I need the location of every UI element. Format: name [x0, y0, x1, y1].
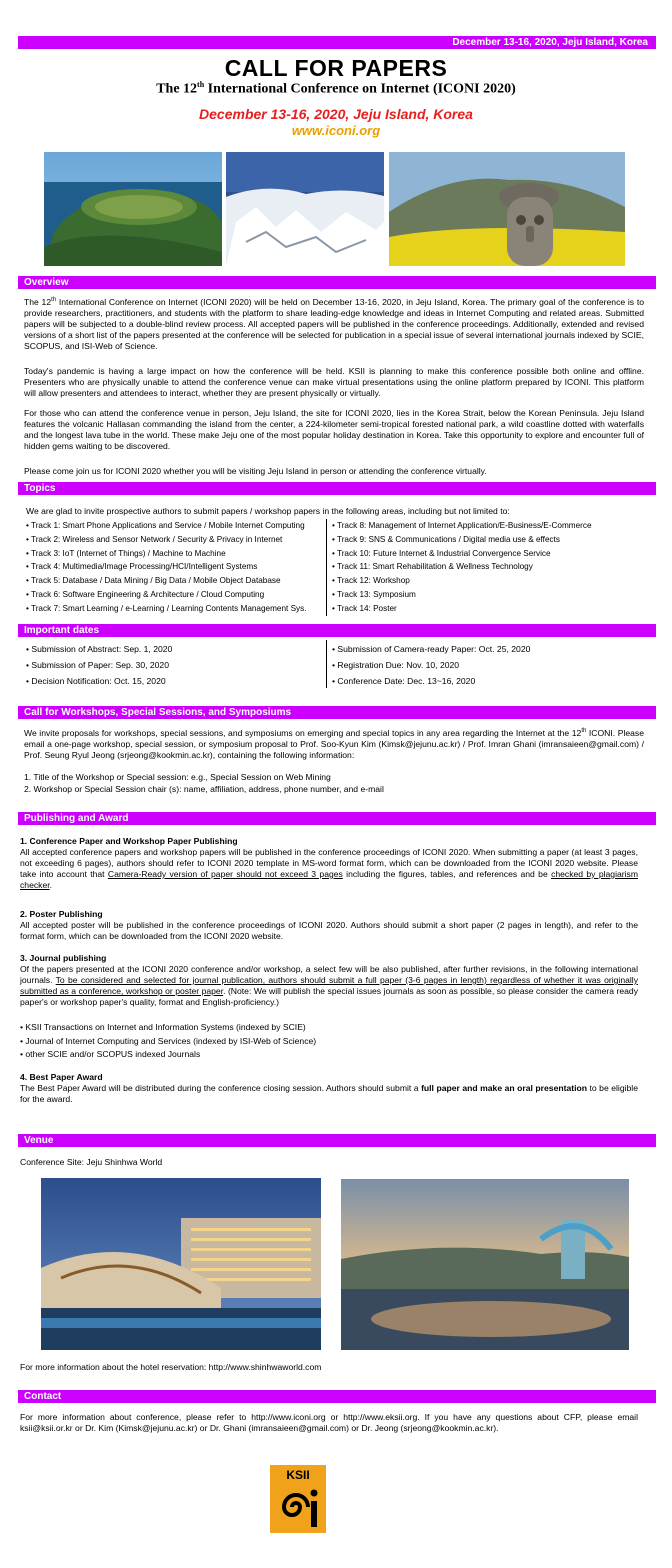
page-title: CALL FOR PAPERS — [224, 55, 448, 81]
overview-paragraph-2: Today's pandemic is having a large impact on how the conference will be held. KSII is planning to make this conference possible both online and offline. Presenters who are physically unable to attend the conference venue can make virtual presentations using the online platform prepared by ICONI. This platform will allow presenters and attendees to interact, whether they are present physically or virtually. — [24, 366, 644, 398]
publishing-heading-3: 3. Journal publishing — [20, 953, 107, 963]
journal-list — [20, 1021, 640, 1062]
track-item: • Track 14: Poster — [332, 602, 642, 616]
dates-right-column — [332, 641, 642, 689]
section-venue: Venue — [18, 1134, 656, 1147]
track-item: • Track 12: Workshop — [332, 574, 642, 588]
track-item: • Track 7: Smart Learning / e-Learning / Learning Contents Management Sys. — [26, 602, 326, 616]
track-item: • Track 13: Symposium — [332, 588, 642, 602]
workshops-p1-sup: th — [581, 728, 587, 735]
track-item: • Track 3: IoT (Internet of Things) / Machine to Machine — [26, 547, 326, 561]
date-banner: December 13-16, 2020, Jeju Island, Korea — [18, 36, 656, 49]
overview-paragraph-4: Please come join us for ICONI 2020 whether you will be visiting Jeju Island in person or attending the conference virtually. — [24, 466, 487, 476]
track-item: • Track 9: SNS & Communications / Digital media use & effects — [332, 533, 642, 547]
publishing-p1-c: . — [49, 880, 53, 890]
workshops-item-2: 2. Workshop or Special Session chair (s): name, affiliation, address, phone number, and e-mail — [24, 784, 384, 794]
topics-intro: We are glad to invite prospective authors to submit papers / workshop papers in the following areas, including but not limited to: — [26, 506, 510, 516]
harubang-photo — [389, 152, 625, 266]
section-workshops: Call for Workshops, Special Sessions, and Symposiums — [18, 706, 656, 719]
track-item: • Track 11: Smart Rehabilitation & Wellness Technology — [332, 560, 642, 574]
track-item: • Track 6: Software Engineering & Architecture / Cloud Computing — [26, 588, 326, 602]
publishing-p4-a: The Best Paper Award will be distributed during the conference closing session. Authors should submit a — [20, 1083, 422, 1093]
overview-p1-sup: th — [51, 297, 57, 304]
section-topics: Topics — [18, 482, 656, 495]
overview-paragraph-3: For those who can attend the conference venue in person, Jeju Island, the site for ICONI 2020, lies in the Korea Strait, below the Korean Peninsula. Jeju Island features the volcanic Hallasan commanding the island from the center, a 224-kilometer semi-tropical forested national park, a wild coastline dotted with waterfalls and the longest lava tube in the world. These make Jeju one of the most popular holiday destination in Korea. Take this opportunity to explore and encounter full of hidden gems waiting to be discovered. — [24, 408, 644, 451]
date-item: • Submission of Abstract: Sep. 1, 2020 — [26, 641, 326, 657]
publishing-p3-u: To be considered and selected for journal publication, authors should submit a full paper (3-6 pages in length) regardless of whether it was originally submitted as a conference, workshop or poster paper — [20, 975, 638, 996]
publishing-p4-c: to be eligible for the award. — [20, 1083, 638, 1104]
hotel-photo — [41, 1178, 321, 1350]
publishing-p1-a: All accepted conference papers and workshop papers will be published in the conference proceedings of ICONI 2020. When submitting a paper (at least 3 pages, not exceeding 6 pages), authors should refer to ICONI 2020 template in MS-word format form, which can be downloaded from the ICONI 2020 website. Please take into account that — [20, 847, 638, 879]
date-item: • Conference Date: Dec. 13~16, 2020 — [332, 673, 642, 689]
contact-text: For more information about conference, please refer to http://www.iconi.org or http://www.eksii.org. If you have any questions about CFP, please email ksii@ksii.or.kr or Dr. Kim (Kimsk@jejunu.ac.kr) or Dr. Ghani (imransaieen@gmail.com) or Dr. Jeong (srjeong@kookmin.ac.kr). — [20, 1412, 638, 1433]
track-item: • Track 4: Multimedia/Image Processing/HCI/Intelligent Systems — [26, 560, 326, 574]
topics-divider — [326, 519, 327, 616]
dates-left-column — [26, 641, 326, 689]
publishing-p3-a: Of the papers presented at the ICONI 2020 conference and/or workshop, a select few will be also published, after further revisions, in the following international journals. — [20, 964, 638, 985]
publishing-paragraph-4 — [20, 1083, 638, 1105]
pool-photo — [341, 1179, 629, 1350]
ksii-logo-text: KSII — [286, 1468, 310, 1482]
publishing-p3-b: . (Note: We will publish the special issues journals as soon as possible, so please consider the camera ready paper's or workshop paper's quality, format and English-proficiency.) — [20, 986, 638, 1007]
publishing-p1-u1: Camera-Ready version of paper should not exceed 3 pages — [107, 869, 343, 879]
section-overview: Overview — [18, 276, 656, 289]
track-item: • Track 1: Smart Phone Applications and Service / Mobile Internet Computing — [26, 519, 326, 533]
date-item: • Submission of Camera-ready Paper: Oct. 25, 2020 — [332, 641, 642, 657]
section-contact: Contact — [18, 1390, 656, 1403]
track-item: • Track 8: Management of Internet Application/E-Business/E-Commerce — [332, 519, 642, 533]
section-publishing: Publishing and Award — [18, 812, 656, 825]
publishing-p4-b: full paper and make an oral presentation — [421, 1083, 587, 1093]
publishing-heading-2: 2. Poster Publishing — [20, 909, 103, 919]
overview-paragraph-1 — [24, 297, 644, 352]
topics-left-column — [26, 519, 326, 616]
date-item: • Submission of Paper: Sep. 30, 2020 — [26, 657, 326, 673]
section-important-dates: Important dates — [18, 624, 656, 637]
track-item: • Track 10: Future Internet & Industrial Convergence Service — [332, 547, 642, 561]
snow-photo — [226, 152, 384, 266]
publishing-p1-b: including the figures, tables, and references and be — [342, 869, 552, 879]
venue-hotel-info: For more information about the hotel reservation: http://www.shinhwaworld.com — [20, 1362, 322, 1372]
workshops-p1-post: ICONI. Please email a one-page workshop, special session, or symposium proposal to Prof. Soo-Kyun Kim (Kimsk@jejunu.ac.kr) / Prof. Imran Ghani (imransaieen@gmail.com) / Prof. Seung Ryul Jeong (srjeong@kookmin.ac.kr), containing the following information: — [24, 728, 645, 760]
workshops-p1-pre: We invite proposals for workshops, special sessions, and symposiums on emerging and special topics in any area regarding the Internet at the 12 — [24, 728, 582, 738]
workshops-item-1: 1. Title of the Workshop or Special session: e.g., Special Session on Web Mining — [24, 772, 331, 782]
conference-dates: December 13-16, 2020, Jeju Island, Korea — [199, 106, 473, 122]
workshops-paragraph — [24, 728, 644, 761]
ksii-logo-mark — [270, 1481, 326, 1533]
conference-name — [0, 80, 672, 98]
date-item: • Registration Due: Nov. 10, 2020 — [332, 657, 642, 673]
journal-item: • Journal of Internet Computing and Services (indexed by ISI-Web of Science) — [20, 1035, 640, 1049]
track-item: • Track 2: Wireless and Sensor Network / Security & Privacy in Internet — [26, 533, 326, 547]
publishing-paragraph-3 — [20, 964, 638, 1008]
venue-site: Conference Site: Jeju Shinhwa World — [20, 1157, 163, 1167]
publishing-p1-u2: checked by plagiarism checker — [20, 869, 638, 890]
overview-p1-pre: The 12 — [24, 297, 52, 307]
publishing-heading-1: 1. Conference Paper and Workshop Paper Publishing — [20, 836, 238, 846]
journal-item: • KSII Transactions on Internet and Information Systems (indexed by SCIE) — [20, 1021, 640, 1035]
publishing-paragraph-2: All accepted poster will be published in the conference proceedings of ICONI 2020. Authors should submit a short paper (2 pages in length), and refer to the format form, which can be downloaded from the ICONI 2020 website. — [20, 920, 638, 941]
publishing-paragraph-1 — [20, 847, 638, 891]
dates-divider — [326, 640, 327, 688]
crater-photo — [44, 152, 222, 266]
conference-url[interactable]: www.iconi.org — [291, 123, 381, 138]
track-item: • Track 5: Database / Data Mining / Big Data / Mobile Object Database — [26, 574, 326, 588]
conference-name-pre: The 12 — [156, 81, 198, 97]
overview-p1-post: International Conference on Internet (ICONI 2020) will be held on December 13-16, 2020, in Jeju Island, Korea. The primary goal of the conference is to provide researchers, practitioners, and students with the platform to share leading-edge knowledge and ideas in Internet Computing and related areas. Submitted papers will be subjected to a double-blind review process. All accepted papers will be published in the conference proceedings. Additionally, extended and revised versions of a short list of the papers presented at the conference will be selected for publication in a special issue of several international journals indexed by SCIE, SCOPUS, and ISI-Web of Science. — [24, 297, 644, 351]
date-item: • Decision Notification: Oct. 15, 2020 — [26, 673, 326, 689]
topics-right-column — [332, 519, 642, 616]
conference-name-sup: th — [197, 80, 205, 89]
ksii-logo — [270, 1465, 326, 1533]
conference-name-post: International Conference on Internet (ICONI 2020) — [204, 81, 516, 97]
publishing-heading-4: 4. Best Paper Award — [20, 1072, 103, 1082]
journal-item: • other SCIE and/or SCOPUS indexed Journals — [20, 1048, 640, 1062]
